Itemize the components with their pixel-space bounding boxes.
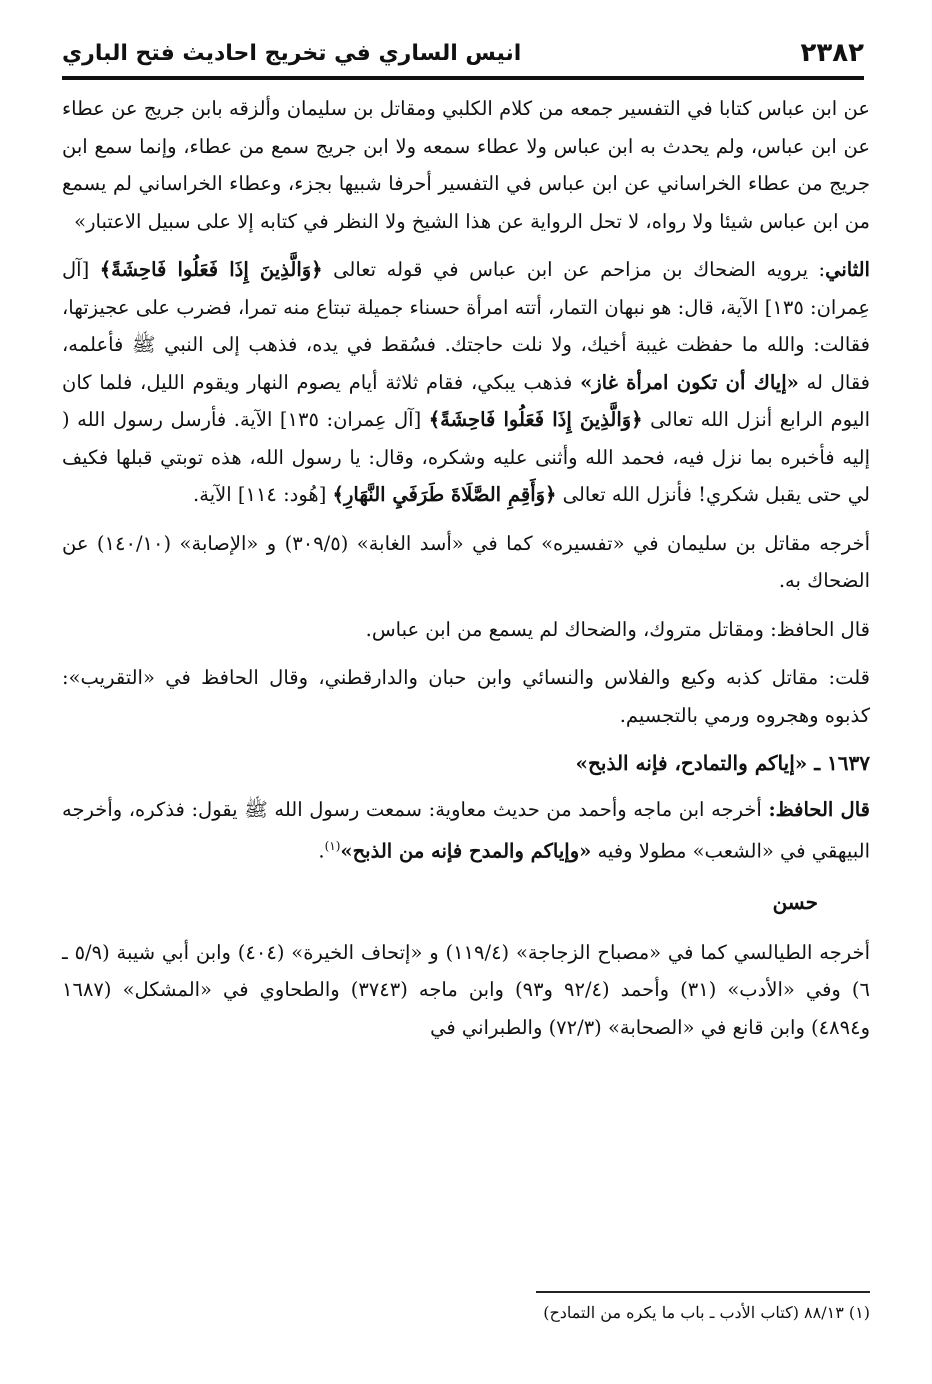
paragraph-2-text-c: فذهب يبكي، فقام ثلاثة أيام يصوم النهار ويقوم الليل، فلما كان اليوم الرابع أنزل الله تعالى — [62, 370, 870, 431]
main-text — [62, 90, 870, 1057]
paragraph-7: أخرجه الطيالسي كما في «مصباح الزجاجة» (١١٩/٤) و «إتحاف الخيرة» (٤٠٤) وابن أبي شيبة (٥/٩ ـ ٦) وفي «الأدب» (٣١) وأحمد (٩٢/٤ و٩٣) وابن ماجه (٣٧٤٣) والطحاوي في «المشكل» (١٦٨٧ و٤٨٩٤) وابن قانع في «الصحابة» (٧٢/٣) والطبراني في — [62, 940, 871, 1039]
paragraph-2-text-a: : يرويه الضحاك بن مزاحم عن ابن عباس في قوله تعالى — [322, 258, 826, 281]
page-number: ٢٣٨٢ — [800, 38, 864, 68]
footnote-divider — [536, 1291, 870, 1293]
paragraph-2-label: الثاني — [825, 258, 870, 281]
quran-verse-1: ﴿وَالَّذِينَ إِذَا فَعَلُوا فَاحِشَةً﴾ — [99, 258, 323, 281]
paragraph-5: قلت: مقاتل كذبه وكيع والفلاس والنسائي وابن حبان والدارقطني، وقال الحافظ في «التقريب»: كذبوه وهجروه ورمي بالتجسيم. — [62, 666, 870, 727]
hadith-quote: «إياك أن تكون امرأة غاز» — [580, 370, 799, 394]
footnote — [62, 1300, 870, 1326]
paragraph-6-end: . — [318, 839, 325, 863]
running-title: انيس الساري في تخريج احاديث فتح الباري — [62, 40, 522, 66]
quran-verse-2: ﴿وَالَّذِينَ إِذَا فَعَلُوا فَاحِشَةً﴾ — [428, 408, 643, 431]
footnote-text: ٨٨/١٣ (كتاب الأدب ـ باب ما يكره من التمادح) — [543, 1303, 844, 1322]
paragraph-4: قال الحافظ: ومقاتل متروك، والضحاك لم يسمع من ابن عباس. — [365, 617, 870, 641]
paragraph-1: عن ابن عباس كتابا في التفسير جمعه من كلام الكلبي ومقاتل بن سليمان وألزقه بابن جريج عن عطاء عن ابن عباس، ولم يحدث به ابن عباس ولا عطاء سمعه ولا ابن جريج سمع من عطاء، وإنما سمع ابن جريج من عطاء الخراساني عن ابن عباس في التفسير أحرفا شبيها بجزء، وعطاء الخراساني لم يسمع من ابن عباس شيئا ولا رواه، لا تحل الرواية عن هذا الشيخ ولا النظر في كتابه إلا على سبيل الاعتبار» — [62, 97, 870, 233]
quran-verse-3: ﴿وَأَقِمِ الصَّلَاةَ طَرَفَيِ النَّهَارِ﴾ — [332, 483, 557, 506]
paragraph-6 — [62, 791, 870, 871]
paragraph-6-text: أخرجه ابن ماجه وأحمد من حديث معاوية: سمعت رسول الله ﷺ يقول: فذكره، وأخرجه البيهقي في «الشعب» مطولا وفيه — [62, 797, 870, 863]
paragraph-2-text-d: [آل عِمران: ١٣٥] الآية. فأرسل رسول الله ( إليه فأخبره بما نزل فيه، فحمد الله وأثنى عليه وشكره، وقال: يا رسول الله، هذه توبتي قبلها فكيف لي حتى يقبل شكري! فأنزل الله تعالى — [62, 408, 870, 506]
paragraph-6-label: قال الحافظ: — [768, 797, 870, 821]
paragraph-2-text-e: [هُود: ١١٤] الآية. — [193, 483, 333, 506]
hadith-heading: ١٦٣٧ ـ «إياكم والتمادح، فإنه الذبح» — [575, 751, 870, 775]
footnote-number: (١) — [848, 1303, 870, 1322]
header-divider — [62, 76, 864, 80]
paragraph-3: أخرجه مقاتل بن سليمان في «تفسيره» كما في «أسد الغابة» (٣٠٩/٥) و «الإصابة» (١٤٠/١٠) عن الضحاك به. — [62, 531, 870, 592]
hadith-quote-2: «وإياكم والمدح فإنه من الذبح» — [340, 839, 592, 863]
paragraph-2 — [62, 251, 870, 514]
page-header — [62, 30, 864, 76]
footnote-reference[interactable]: (١) — [324, 839, 341, 853]
hadith-grade: حسن — [772, 890, 818, 914]
paragraph-2-text-b: [آل عِمران: ١٣٥] الآية، قال: هو نبهان التمار، أتته امرأة حسناء جميلة تبتاع منه تمرا، فضرب على عجيزتها، فقالت: والله ما حفظت غيبة أخيك، ولا نلت حاجتك. فسُقط في يده، فذهب إلى النبي ﷺ فأعلمه، فقال له — [62, 258, 870, 394]
